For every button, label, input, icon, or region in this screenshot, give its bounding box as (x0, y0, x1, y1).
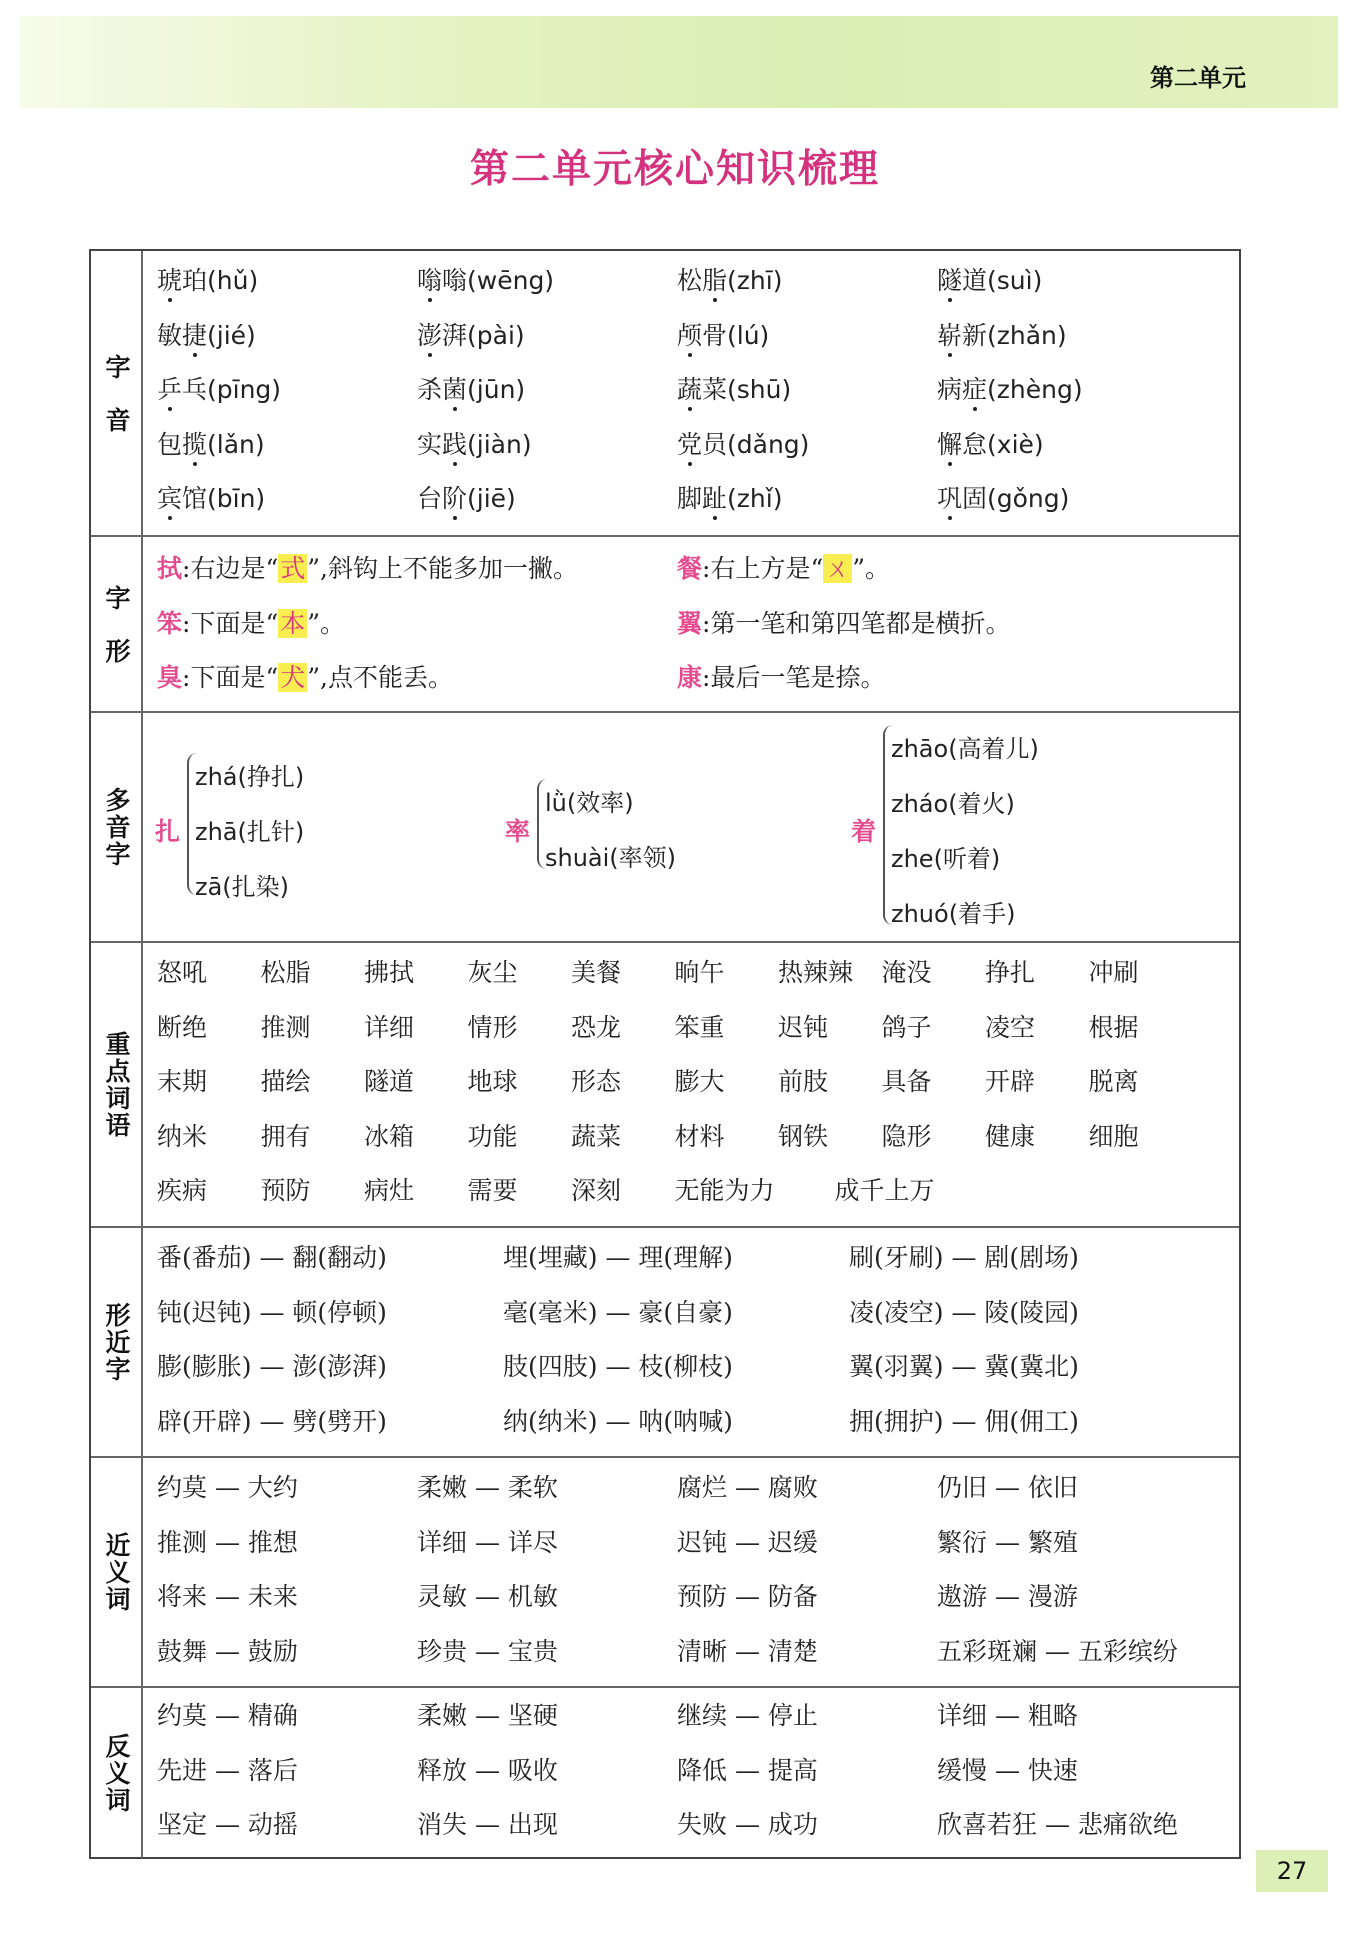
fanyi-grid (157, 1696, 1239, 1860)
similar-char-pair: 毫(毫米) — 豪(自豪) (503, 1297, 733, 1327)
synonym-pair: 推测 — 推想 (157, 1527, 298, 1557)
vocab-word: 冰箱 (364, 1121, 415, 1151)
antonym-pair: 消失 — 出现 (417, 1810, 558, 1839)
similar-char-pair: 钝(迟钝) — 顿(停顿) (157, 1297, 387, 1327)
section-label: 多音字 (91, 713, 143, 941)
synonym-pair: 清晰 — 清楚 (677, 1636, 818, 1666)
vocab-word: 恐龙 (571, 1012, 622, 1042)
dotted-char: 阶 (442, 484, 468, 513)
synonym-pair: 预防 — 防备 (677, 1582, 818, 1611)
dotted-char: 症 (962, 375, 988, 404)
pronunciation-item (157, 479, 417, 534)
vocab-word: 美餐 (571, 958, 622, 987)
glyph-char: 臭 (157, 663, 183, 692)
pinyin-text: (jūn) (467, 375, 526, 404)
section-zi-xing (91, 537, 1239, 713)
pronunciation-item (937, 425, 1197, 480)
vocab-word: 怒吼 (157, 958, 208, 987)
vocab-word: 功能 (467, 1121, 518, 1151)
vocab-word: 材料 (674, 1121, 725, 1151)
vocab-word: 笨重 (674, 1012, 725, 1042)
pronunciation-item (677, 261, 937, 316)
glyph-char: 翼 (677, 608, 703, 638)
pinyin-text: (lǎn) (207, 429, 265, 459)
pinyin-text: 固(gǒng) (962, 484, 1070, 513)
synonym-pair: 柔嫩 — 柔软 (417, 1473, 558, 1502)
glyph-note (677, 549, 1197, 604)
vocab-word: 开辟 (985, 1067, 1036, 1096)
pinyin-text: 道(suì) (962, 266, 1043, 295)
note-text: :最后一笔是捺。 (702, 663, 886, 692)
polyphone-char: 率 (505, 817, 531, 846)
vocab-word: 末期 (157, 1067, 208, 1096)
synonym-pair: 腐烂 — 腐败 (677, 1473, 818, 1502)
glyph-char: 餐 (677, 554, 703, 583)
similar-char-pair: 埋(埋藏) — 理(理解) (503, 1243, 733, 1272)
pronunciation-item (937, 261, 1197, 316)
similar-char-pair: 纳(纳米) — 呐(呐喊) (503, 1406, 733, 1436)
pronunciation-item (677, 316, 937, 371)
similar-char-pair: 膨(膨胀) — 澎(澎湃) (157, 1352, 387, 1381)
synonym-pair: 灵敏 — 机敏 (417, 1582, 558, 1611)
word-prefix: 敏 (157, 320, 183, 350)
section-jin-yi (91, 1458, 1239, 1688)
similar-char-pair: 拥(拥护) — 佣(佣工) (849, 1406, 1079, 1436)
vocab-word: 描绘 (260, 1067, 311, 1096)
similar-char-pair: 肢(四肢) — 枝(柳枝) (503, 1352, 733, 1381)
reading: lǜ(效率) (545, 789, 634, 817)
pronunciation-item (937, 316, 1197, 371)
pinyin-text: 菜(shū) (702, 375, 792, 404)
dotted-char: 巩 (937, 484, 963, 513)
page-title: 第二单元核心知识梳理 (469, 147, 880, 192)
vocab-word: 隐形 (881, 1121, 932, 1151)
note-text: :第一笔和第四笔都是横折。 (702, 608, 1011, 638)
pronunciation-item (677, 425, 937, 480)
section-ci-yu (91, 943, 1239, 1228)
vocab-word: 深刻 (571, 1176, 622, 1205)
vocab-word: 推测 (260, 1012, 311, 1042)
pronunciation-item (157, 261, 417, 316)
vocab-word: 松脂 (260, 958, 311, 987)
similar-char-pair: 翼(羽翼) — 冀(冀北) (849, 1352, 1079, 1381)
polyphone-char: 着 (851, 817, 877, 846)
pinyin-text: 乓(pīng) (182, 375, 282, 404)
dotted-char: 琥 (157, 266, 183, 295)
synonym-pair: 繁衍 — 繁殖 (937, 1527, 1078, 1557)
note-text: :下面是“ (182, 608, 279, 638)
pinyin-text: (zhèng) (987, 375, 1083, 404)
note-text: :右上方是“ (702, 554, 824, 583)
vocab-word: 蔬菜 (571, 1121, 622, 1151)
glyph-note (157, 658, 677, 713)
word-prefix: 杀 (417, 375, 443, 404)
vocab-word: 晌午 (674, 958, 725, 987)
vocab-word: 冲刷 (1088, 958, 1139, 987)
pinyin-text: (zhī) (727, 266, 783, 295)
vocab-word: 拥有 (260, 1121, 311, 1151)
vocab-word: 灰尘 (467, 958, 518, 987)
dotted-char: 党 (677, 429, 703, 459)
vocab-word: 迟钝 (778, 1012, 829, 1042)
dotted-char: 趾 (702, 484, 728, 513)
dotted-char: 颅 (677, 320, 703, 350)
dotted-char: 宾 (157, 484, 183, 513)
glyph-note (157, 549, 677, 604)
dotted-char: 捷 (182, 320, 208, 350)
vocab-word: 断绝 (157, 1012, 208, 1042)
antonym-pair: 约莫 — 精确 (157, 1701, 298, 1730)
vocab-word: 需要 (467, 1176, 518, 1205)
vocab-word: 地球 (467, 1067, 518, 1096)
note-text: ”,点不能丢。 (307, 663, 453, 692)
similar-char-pair: 刷(牙刷) — 剧(剧场) (849, 1243, 1079, 1272)
pinyin-text: 湃(pài) (442, 320, 525, 350)
reading: zhāo(高着儿) (891, 735, 1039, 763)
pronunciation-item (677, 370, 937, 425)
similar-char-pair: 辟(开辟) — 劈(劈开) (157, 1406, 387, 1436)
vocab-word: 前肢 (778, 1067, 829, 1096)
dotted-char: 践 (442, 429, 468, 459)
glyph-note (677, 658, 1197, 713)
pronunciation-item (157, 425, 417, 480)
synonym-pair: 仍旧 — 依旧 (937, 1473, 1078, 1502)
vocab-word: 纳米 (157, 1121, 208, 1151)
word-prefix: 实 (417, 429, 443, 459)
section-label: 形近字 (91, 1228, 143, 1456)
vocab-word: 鸽子 (881, 1012, 932, 1042)
pinyin-text: (zhǐ) (727, 484, 783, 513)
dotted-char: 隧 (937, 266, 963, 295)
knowledge-table (89, 249, 1241, 1859)
reading: shuài(率领) (545, 844, 677, 872)
glyph-char: 拭 (157, 554, 183, 583)
pronunciation-item (417, 370, 677, 425)
dotted-char: 蔬 (677, 375, 703, 404)
reading: zhuó(着手) (891, 900, 1016, 928)
vocab-word: 热辣辣 (778, 958, 854, 987)
vocab-word: 细胞 (1088, 1121, 1139, 1151)
antonym-pair: 降低 — 提高 (677, 1755, 818, 1785)
similar-char-pair: 番(番茄) — 翻(翻动) (157, 1243, 387, 1272)
pinyin-text: (jiàn) (467, 429, 532, 459)
section-content (143, 1458, 1239, 1686)
similar-char-pair: 凌(凌空) — 陵(陵园) (849, 1297, 1079, 1327)
section-content (143, 537, 1239, 711)
vocab-word: 健康 (985, 1121, 1036, 1151)
antonym-pair: 失败 — 成功 (677, 1810, 818, 1839)
synonym-pair: 五彩斑斓 — 五彩缤纷 (937, 1636, 1178, 1666)
pinyin-text: (jiē) (467, 484, 516, 513)
highlight-part: 本 (280, 608, 306, 638)
synonym-pair: 将来 — 未来 (157, 1582, 298, 1611)
section-content (143, 713, 1239, 941)
highlight-part: ㄨ (825, 554, 851, 583)
xingjin-grid (157, 1238, 1239, 1456)
dotted-char: 揽 (182, 429, 208, 459)
antonym-pair: 欣喜若狂 — 悲痛欲绝 (937, 1810, 1178, 1839)
vocab-word: 根据 (1088, 1012, 1139, 1042)
section-xing-jin (91, 1228, 1239, 1458)
synonym-pair: 约莫 — 大约 (157, 1473, 298, 1502)
note-text: ”,斜钩上不能多加一撇。 (307, 554, 578, 583)
section-content (143, 1688, 1239, 1858)
vocab-word: 膨大 (674, 1067, 725, 1096)
word-prefix: 脚 (677, 484, 703, 513)
antonym-pair: 先进 — 落后 (157, 1755, 298, 1785)
pinyin-text: 珀(hǔ) (182, 266, 259, 295)
section-label: 近义词 (91, 1458, 143, 1686)
antonym-pair: 柔嫩 — 坚硬 (417, 1701, 558, 1730)
unit-label: 第二单元 (1150, 64, 1246, 92)
highlight-part: 式 (280, 554, 306, 583)
dotted-char: 脂 (702, 266, 728, 295)
pinyin-text: 新(zhǎn) (962, 320, 1067, 350)
vocab-word: 具备 (881, 1067, 932, 1096)
vocab-word: 详细 (364, 1012, 415, 1042)
pinyin-text: 骨(lú) (702, 320, 770, 350)
dotted-char: 乒 (157, 375, 183, 404)
reading: zháo(着火) (891, 790, 1015, 818)
ziyin-grid (157, 261, 1239, 534)
section-duo-yin (91, 713, 1239, 943)
polyphone-char: 扎 (155, 817, 181, 846)
section-content (143, 1228, 1239, 1456)
vocab-word: 隧道 (364, 1067, 415, 1096)
reading: zā(扎染) (195, 873, 290, 901)
vocab-word: 无能为力 (674, 1176, 775, 1205)
dotted-char: 崭 (937, 320, 963, 350)
jinyi-grid (157, 1468, 1239, 1686)
vocab-word: 淹没 (881, 958, 932, 987)
synonym-pair: 迟钝 — 迟缓 (677, 1527, 818, 1557)
synonym-pair: 遨游 — 漫游 (937, 1582, 1078, 1611)
antonym-pair: 坚定 — 动摇 (157, 1810, 298, 1839)
section-fan-yi (91, 1688, 1239, 1858)
section-label: 字音 (91, 251, 143, 535)
dotted-char: 菌 (442, 375, 468, 404)
highlight-part: 犬 (280, 663, 306, 692)
pronunciation-item (417, 316, 677, 371)
ciyu-last-row (157, 1171, 1239, 1226)
note-text: :右边是“ (182, 554, 279, 583)
dotted-char: 懈 (937, 429, 963, 459)
pronunciation-item (417, 425, 677, 480)
note-text: ”。 (307, 608, 346, 638)
word-prefix: 松 (677, 266, 703, 295)
note-text: :下面是“ (182, 663, 279, 692)
vocab-word: 预防 (260, 1176, 311, 1205)
pronunciation-item (677, 479, 937, 534)
word-prefix: 包 (157, 429, 183, 459)
zixing-grid (157, 549, 1239, 713)
vocab-word: 挣扎 (985, 958, 1036, 987)
pinyin-text: 嗡(wēng) (442, 266, 555, 295)
glyph-char: 笨 (157, 608, 183, 638)
pronunciation-item (417, 261, 677, 316)
ciyu-grid (157, 953, 1239, 1171)
glyph-note (157, 604, 677, 659)
reading: zhā(扎针) (195, 818, 305, 846)
antonym-pair: 缓慢 — 快速 (937, 1755, 1078, 1785)
section-content (143, 251, 1239, 535)
synonym-pair: 珍贵 — 宝贵 (417, 1636, 558, 1666)
glyph-char: 康 (677, 663, 703, 692)
antonym-pair: 释放 — 吸收 (417, 1755, 558, 1785)
vocab-word: 成千上万 (834, 1176, 935, 1205)
dotted-char: 嗡 (417, 266, 443, 295)
section-label: 字形 (91, 537, 143, 711)
section-label: 重点词语 (91, 943, 143, 1226)
pronunciation-item (937, 479, 1197, 534)
section-content (143, 943, 1239, 1226)
pronunciation-item (937, 370, 1197, 425)
section-label: 反义词 (91, 1688, 143, 1858)
pinyin-text: 怠(xiè) (962, 429, 1044, 459)
vocab-word: 脱离 (1088, 1067, 1139, 1096)
vocab-word: 拂拭 (364, 958, 415, 987)
vocab-word: 情形 (467, 1012, 518, 1042)
antonym-pair: 详细 — 粗略 (937, 1701, 1078, 1730)
word-prefix: 病 (937, 375, 963, 404)
word-prefix: 台 (417, 484, 443, 513)
vocab-word: 形态 (571, 1067, 622, 1096)
dotted-char: 澎 (417, 320, 443, 350)
antonym-pair: 继续 — 停止 (677, 1701, 818, 1730)
pinyin-text: (jié) (207, 320, 256, 350)
vocab-word: 病灶 (364, 1176, 415, 1205)
pronunciation-item (157, 316, 417, 371)
header-band (20, 16, 1338, 108)
vocab-word: 凌空 (985, 1012, 1036, 1042)
reading: zhe(听着) (891, 845, 1001, 873)
section-zi-yin (91, 251, 1239, 537)
pronunciation-item (157, 370, 417, 425)
page-number: 27 (1256, 1850, 1328, 1892)
pinyin-text: 馆(bīn) (182, 484, 266, 513)
synonym-pair: 详细 — 详尽 (417, 1527, 558, 1557)
reading: zhá(挣扎) (195, 763, 305, 791)
glyph-note (677, 604, 1197, 659)
synonym-pair: 鼓舞 — 鼓励 (157, 1636, 298, 1666)
vocab-word: 钢铁 (778, 1121, 829, 1151)
pinyin-text: 员(dǎng) (702, 429, 810, 459)
vocab-word: 疾病 (157, 1176, 208, 1205)
note-text: ”。 (852, 554, 891, 583)
pronunciation-item (417, 479, 677, 534)
